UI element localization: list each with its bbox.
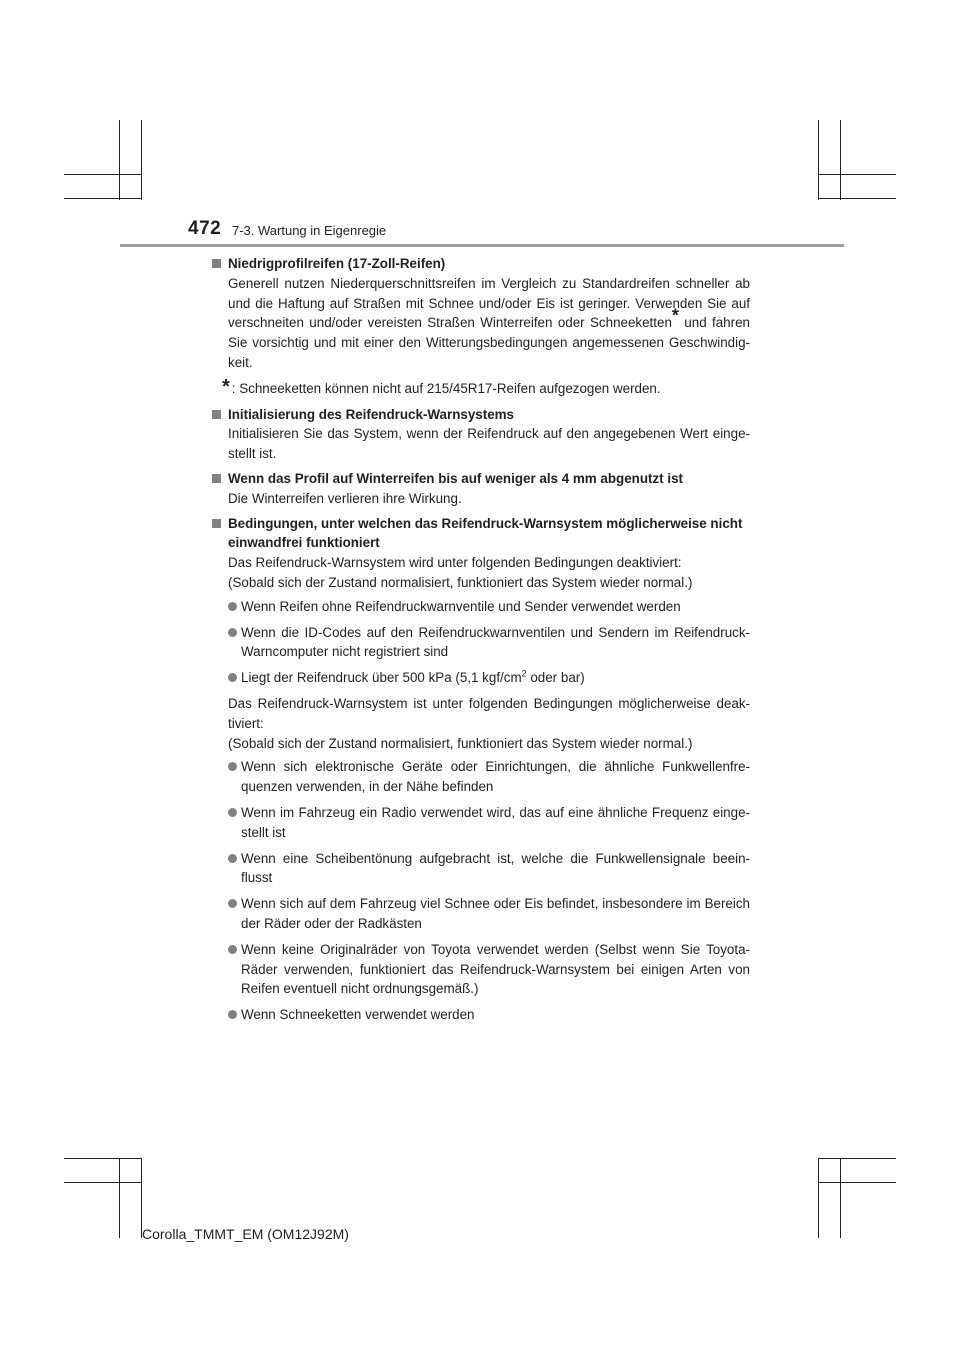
square-bullet-icon	[212, 519, 221, 528]
crop-mark	[818, 1182, 896, 1183]
round-bullet-icon	[228, 628, 237, 637]
round-bullet-icon	[228, 1010, 237, 1019]
round-bullet-icon	[228, 673, 237, 682]
crop-mark	[840, 1158, 841, 1238]
section-title: 7-3. Wartung in Eigenregie	[232, 223, 387, 238]
list-item: Wenn Schneeketten verwendet werden	[210, 1005, 750, 1025]
footnote-marker: *	[671, 305, 679, 326]
section-heading: Niedrigprofilreifen (17-Zoll-Reifen)	[228, 256, 446, 271]
square-bullet-icon	[212, 474, 221, 483]
crop-mark	[64, 174, 142, 175]
list-item: Wenn sich auf dem Fahrzeug viel Schnee oder Eis befindet, insbesondere im Bereich der Räder oder der Radkästen	[210, 894, 750, 934]
crop-mark	[119, 1158, 120, 1238]
section-heading: Bedingungen, unter welchen das Reifendruck-Warnsystem möglicherweise nicht einwandfrei funktioniert	[228, 515, 743, 551]
section-body: Das Reifendruck-Warnsystem wird unter folgenden Bedingungen deaktiviert: (Sobald sich der Zustand normalisiert, funktioniert das System wieder normal.)	[228, 555, 693, 590]
round-bullet-icon	[228, 945, 237, 954]
square-bullet-icon	[212, 259, 221, 268]
round-bullet-icon	[228, 762, 237, 771]
section-heading: Wenn das Profil auf Winterreifen bis auf weniger als 4 mm abgenutzt ist	[228, 470, 683, 486]
crop-mark	[64, 1182, 142, 1183]
crop-mark	[818, 174, 896, 175]
round-bullet-icon	[228, 602, 237, 611]
round-bullet-icon	[228, 808, 237, 817]
section-body: Das Reifendruck-Warnsystem ist unter folgenden Bedingungen möglicherweise deak-tiviert: (Sobald sich der Zustand normalisiert, funktioniert das System wieder normal.)	[228, 695, 750, 751]
list-item: Wenn sich elektronische Geräte oder Einrichtungen, die ähnliche Funkwellenfre-quenzen verwenden, in der Nähe befinden	[210, 757, 750, 797]
crop-mark	[64, 1158, 142, 1159]
section-body: Initialisieren Sie das System, wenn der Reifendruck auf den angegebenen Wert einge-stellt ist.	[228, 426, 750, 462]
list-item: Wenn die ID-Codes auf den Reifendruckwarnventilen und Sendern im Reifendruck-Warncomputer nicht registriert sind	[210, 623, 750, 663]
crop-mark	[818, 120, 819, 200]
section-initialization	[210, 405, 750, 464]
footnote: * : Schneeketten können nicht auf 215/45R17-Reifen aufgezogen werden.	[222, 375, 661, 398]
crop-mark	[818, 198, 896, 199]
round-bullet-icon	[228, 854, 237, 863]
page-number: 472	[188, 218, 222, 239]
document-id: Corolla_TMMT_EM (OM12J92M)	[142, 1226, 349, 1242]
footnote-star: *	[222, 375, 230, 398]
crop-mark	[840, 120, 841, 200]
list-item: Liegt der Reifendruck über 500 kPa (5,1 kgf/$cm^2$ oder bar)	[210, 668, 750, 688]
crop-mark	[818, 1158, 896, 1159]
crop-mark	[141, 120, 142, 200]
page-content	[210, 254, 750, 1031]
list-item: Wenn eine Scheibentönung aufgebracht ist, welche die Funkwellensignale beein-flusst	[210, 849, 750, 889]
square-bullet-icon	[212, 410, 221, 419]
round-bullet-icon	[228, 899, 237, 908]
list-item: Wenn im Fahrzeug ein Radio verwendet wird, das auf eine ähnliche Frequenz einge-stellt ist	[210, 803, 750, 843]
section-body: Die Winterreifen verlieren ihre Wirkung.	[228, 490, 462, 506]
section-conditions	[210, 514, 750, 1025]
section-heading: Initialisierung des Reifendruck-Warnsystems	[228, 406, 514, 422]
header-divider	[120, 244, 844, 247]
section-low-profile-tires	[210, 254, 750, 399]
list-item: Wenn keine Originalräder von Toyota verwendet werden (Selbst wenn Sie Toyota-Räder verwenden, funktioniert das Reifendruck-Warnsystem bei einigen Arten von Reifen eventuell nicht ordnungsgemäß.)	[210, 940, 750, 999]
section-body: Generell nutzen Niederquerschnittsreifen im Vergleich zu Standardreifen schneller ab und die Haftung auf Straßen mit Schnee und/oder Eis ist geringer. Verwenden Sie auf verschneiten und/oder vereisten Straßen Winterreifen oder Schneeketten* und fahren Sie vorsichtig und mit einer den Witterungsbedingungen angemessenen Geschwindig-keit.	[228, 275, 750, 370]
crop-mark	[818, 1158, 819, 1238]
section-winter-tread	[210, 469, 750, 509]
crop-mark	[64, 198, 142, 199]
crop-mark	[119, 120, 120, 200]
list-item: Wenn Reifen ohne Reifendruckwarnventile und Sender verwendet werden	[210, 597, 750, 617]
